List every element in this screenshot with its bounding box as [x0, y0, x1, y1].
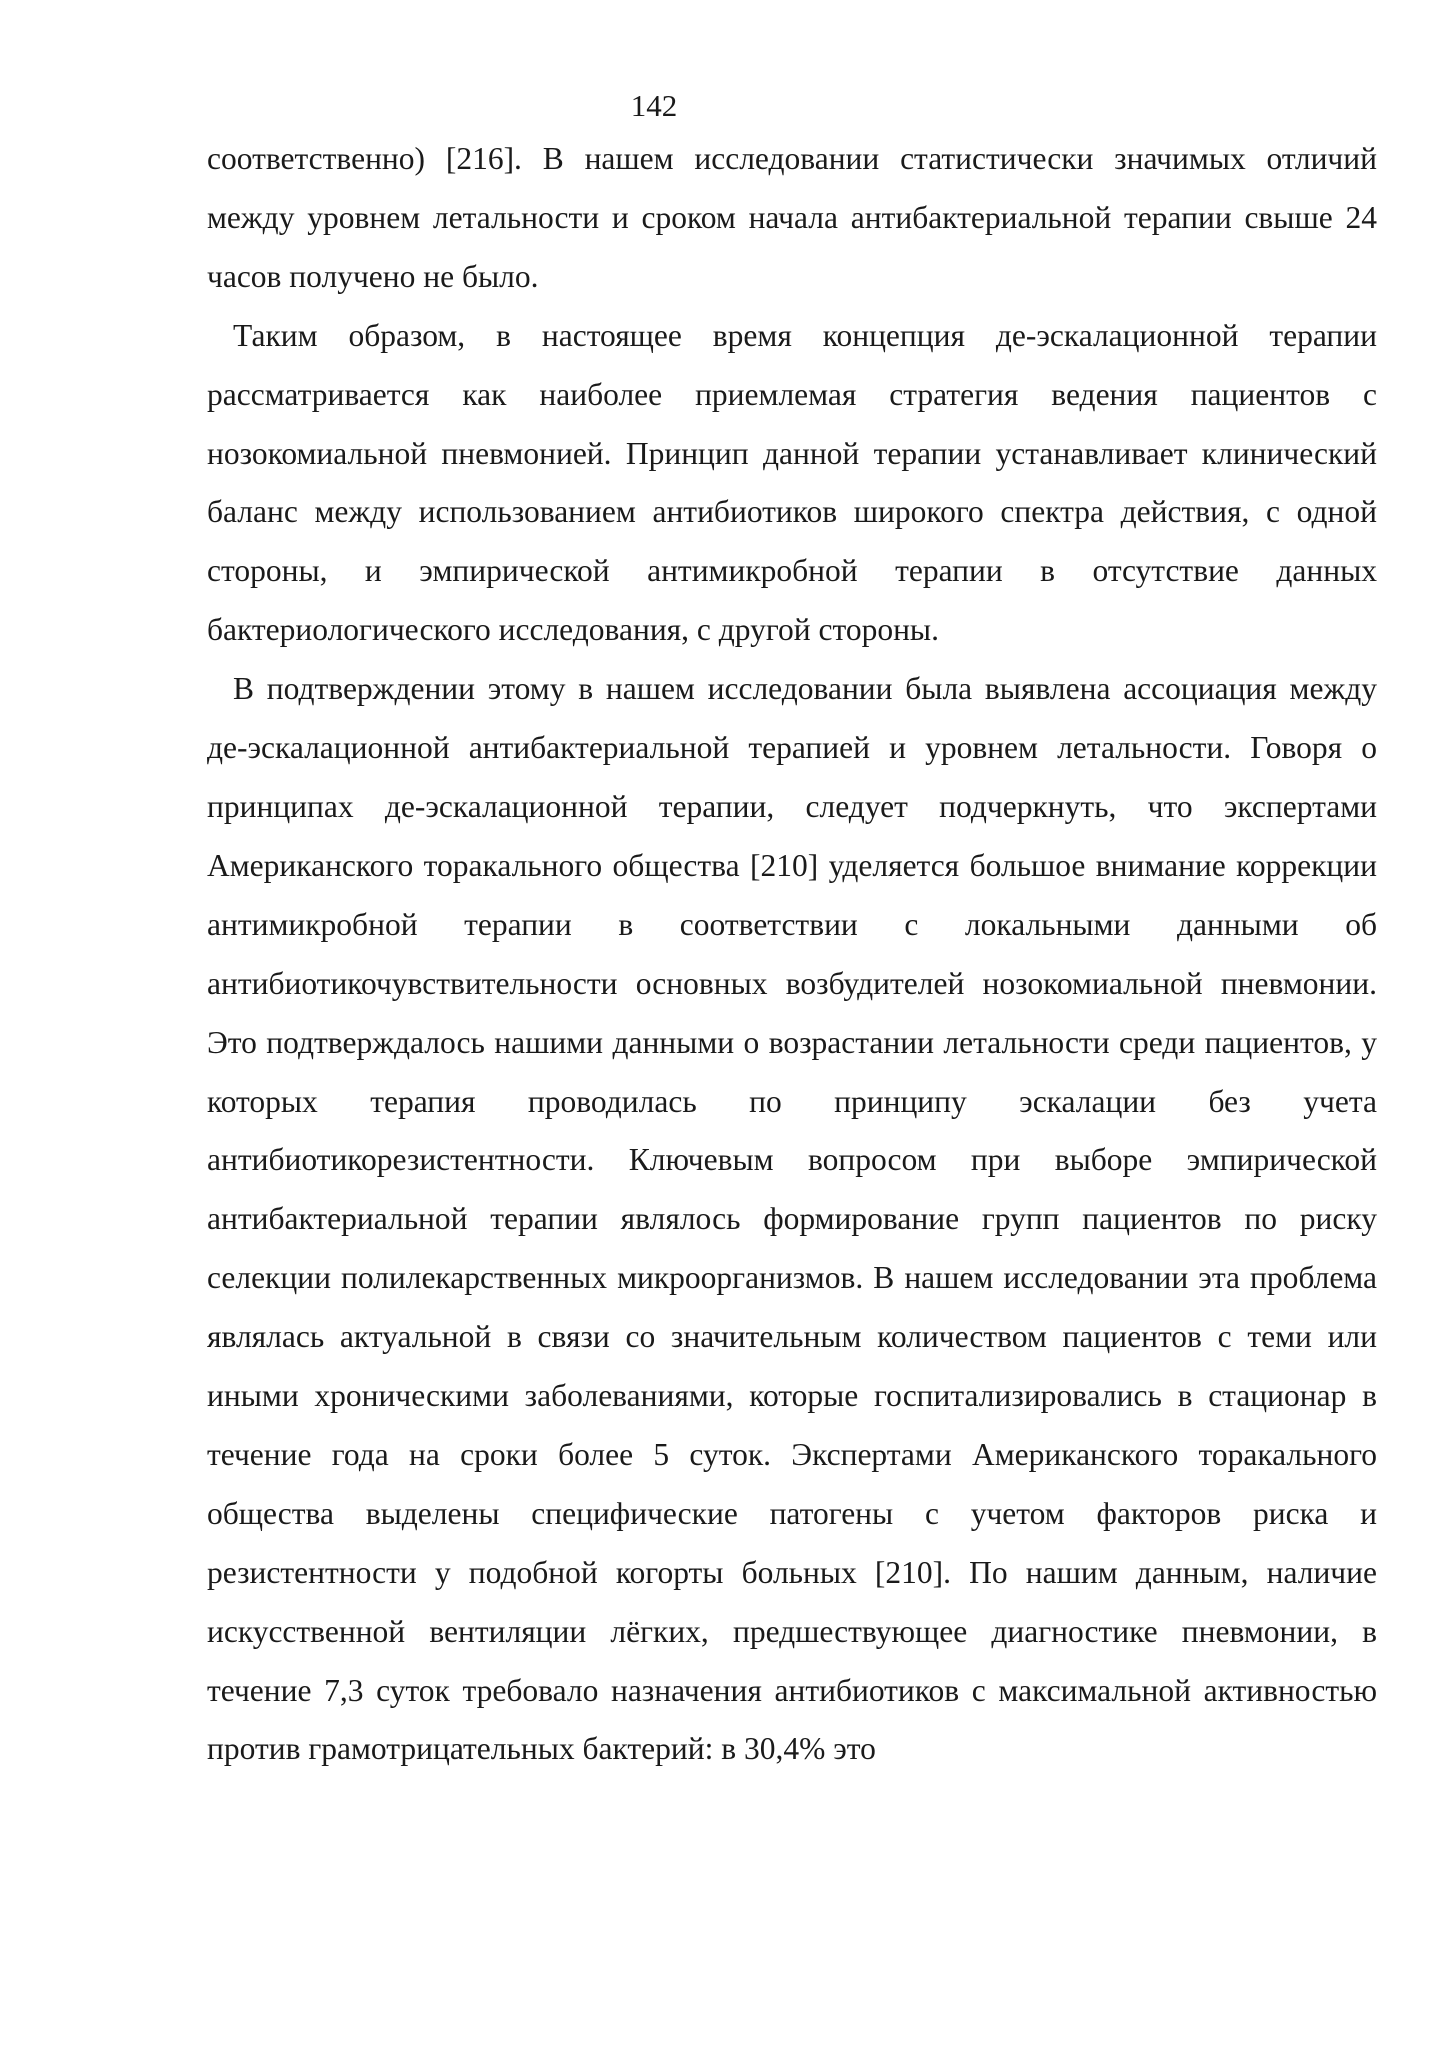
text-body — [207, 130, 1377, 1779]
paragraph-3: В подтверждении этому в нашем исследовании была выявлена ассоциация между де-эскалационной антибактериальной терапией и уровнем летальности. Говоря о принципах де-эскалационной терапии, следует подчеркнуть, что экспертами Американского торакального общества [210] уделяется большое внимание коррекции антимикробной терапии в соответствии с локальными данными об антибиотикочувствительности основных возбудителей нозокомиальной пневмонии. Это подтверждалось нашими данными о возрастании летальности среди пациентов, у которых терапия проводилась по принципу эскалации без учета антибиотикорезистентности. Ключевым вопросом при выборе эмпирической антибактериальной терапии являлось формирование групп пациентов по риску селекции полилекарственных микроорганизмов. В нашем исследовании эта проблема являлась актуальной в связи со значительным количеством пациентов с теми или иными хроническими заболеваниями, которые госпитализировались в стационар в течение года на сроки более 5 суток. Экспертами Американского торакального общества выделены специфические патогены с учетом факторов риска и резистентности у подобной когорты больных [210]. По нашим данным, наличие искусственной вентиляции лёгких, предшествующее диагностике пневмонии, в течение 7,3 суток требовало назначения антибиотиков с максимальной активностью против грамотрицательных бактерий: в 30,4% это — [207, 671, 1377, 1767]
page-number: 142 — [630, 88, 678, 123]
paragraph-2: Таким образом, в настоящее время концепция де-эскалационной терапии рассматривается как наиболее приемлемая стратегия ведения пациентов с нозокомиальной пневмонией. Принцип данной терапии устанавливает клинический баланс между использованием антибиотиков широкого спектра действия, с одной стороны, и эмпирической антимикробной терапии в отсутствие данных бактериологического исследования, с другой стороны. — [207, 317, 1377, 648]
paragraph-1: соответственно) [216]. В нашем исследовании статистически значимых отличий между уровнем летальности и сроком начала антибактериальной терапии свыше 24 часов получено не было. — [207, 141, 1377, 294]
